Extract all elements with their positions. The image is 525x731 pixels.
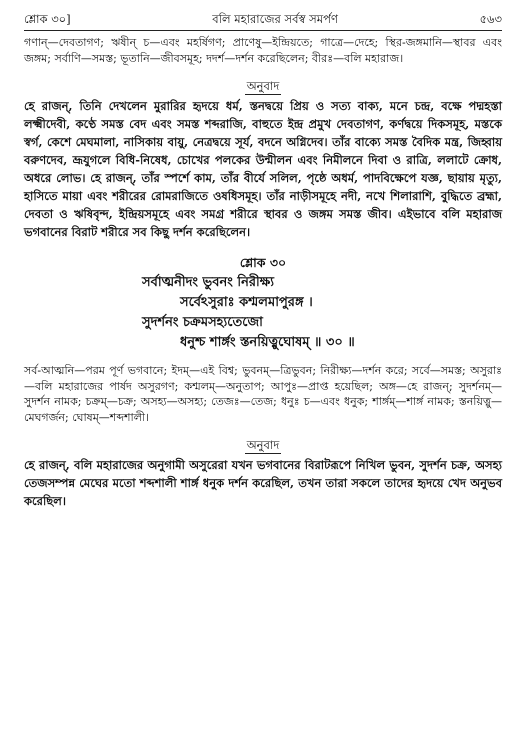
translation-heading: [24, 78, 502, 95]
verse-line: ধনুশ্চ শার্ঙ্গং স্তনয়িত্নুঘোষম্ ॥ ৩০ ॥: [180, 335, 355, 350]
verse-line: সুদর্শনং চক্রমসহ্যতেজো: [142, 315, 263, 330]
synonyms-verse-30: সর্ব-আত্মনি—পরম পূর্ণ ভগবানে; ইদম্—এই বিশ্ব; ভুবনম্—ত্রিভুবন; নিরীক্ষ্য—দর্শন করে; সর্বে—সমস্ত; অসুরাঃ—বলি মহারাজের পার্ষদ অসুরগণ; কশ্মলম্—অনুতাপ; আপুঃ—প্রাপ্ত হয়েছিল; অঙ্গ—হে রাজন্; সুদর্শনম্—সুদর্শন নামক; চক্রম্—চক্র; অসহ্য—অসহ্য; তেজঃ—তেজ; ধনুঃ চ—এবং ধনুক; শার্ঙ্গম্—শার্ঙ্গ নামক; স্তনয়িত্নু—মেঘগর্জন; ঘোষম্—শব্দশালী।: [24, 364, 502, 424]
translation-verse-29: হে রাজন্, তিনি দেখলেন মুরারির হৃদয়ে ধর্ম, স্তনদ্বয়ে প্রিয় ও সত্য বাক্য, মনে চন্দ্র, বক্ষে পদ্মহস্তা লক্ষ্মীদেবী, কণ্ঠে সমস্ত বেদ এবং সমস্ত শব্দরাজি, বাহুতে ইন্দ্র প্রমুখ দেবতাগণ, কর্ণদ্বয়ে দিকসমূহ, মস্তকে স্বর্গ, কেশে মেঘমালা, নাসিকায় বায়ু, নেত্রদ্বয়ে সূর্য, বদনে অগ্নিদেব। তাঁর বাক্যে সমস্ত বৈদিক মন্ত্র, জিহ্বায় বরুণদেব, ভ্রূযুগলে বিধি-নিষেধ, চোখের পলকের উন্মীলন এবং নিমীলনে দিবা ও রাত্রি, ললাটে ক্রোধ, অধরে লোভ। হে রাজন্, তাঁর স্পর্শে কাম, তাঁর বীর্যে সলিল, পৃষ্ঠে অধর্ম, পাদবিক্ষেপে যজ্ঞ, ছায়ায় মৃত্যু, হাসিতে মায়া এবং শরীরের রোমরাজিতে ওষধিসমূহ। তাঁর নাড়ীসমূহে নদী, নখে শিলারাশি, বুদ্ধিতে ব্রহ্মা, দেবতা ও ঋষিবৃন্দ, ইন্দ্রিয়সমূহে এবং সমগ্র শরীরে স্থাবর ও জঙ্গম সমস্ত জীব। এইভাবে বলি মহারাজ ভগবানের বিরাট শরীরে সব কিছু দর্শন করেছিলেন।: [24, 99, 502, 239]
sanskrit-verse: [24, 273, 502, 353]
synonyms-verse-29-continued: গণান্—দেবতাগণ; ঋষীন্ চ—এবং মহর্ষিগণ; প্রাণেষু—ইন্দ্রিয়তে; গাত্রে—দেহে; স্থির-জঙ্গমানি—স্থাবর এবং জঙ্গম; সর্বাণি—সমস্ত; ভূতানি—জীবসমূহ; দদর্শ—দর্শন করেছিলেন; বীরঃ—বলি মহারাজ।: [24, 36, 502, 65]
verse-number: শ্লোক ৩০: [239, 255, 287, 270]
translation-verse-30: হে রাজন্, বলি মহারাজের অনুগামী অসুরেরা যখন ভগবানের বিরাটরূপে নিখিল ভুবন, সুদর্শন চক্র, অসহ্য তেজসম্পন্ন মেঘের মতো শব্দশালী শার্ঙ্গ ধনুক দর্শন করেছিল, তখন তারা সকলে তাদের হৃদয়ে খেদ অনুভব করেছিল।: [24, 458, 502, 508]
verse-line: সর্বাত্মনীদং ভুবনং নিরীক্ষ্য: [142, 275, 275, 290]
book-page: [24, 10, 502, 510]
translation-heading-2: [24, 437, 502, 454]
header-chapter-title: বলি মহারাজের সর্বস্ব সমর্পণ: [212, 12, 338, 26]
header-verse-ref: শ্লোক ৩০]: [24, 12, 71, 26]
header-page-number: ৫৬৩: [479, 12, 502, 26]
translation-heading-2-text: অনুবাদ: [246, 438, 280, 452]
translation-heading-text: অনুবাদ: [246, 79, 280, 93]
verse-line: সর্বেঽসুরাঃ কশ্মলমাপুরঙ্গ ।: [180, 295, 313, 310]
running-header: [24, 10, 502, 31]
